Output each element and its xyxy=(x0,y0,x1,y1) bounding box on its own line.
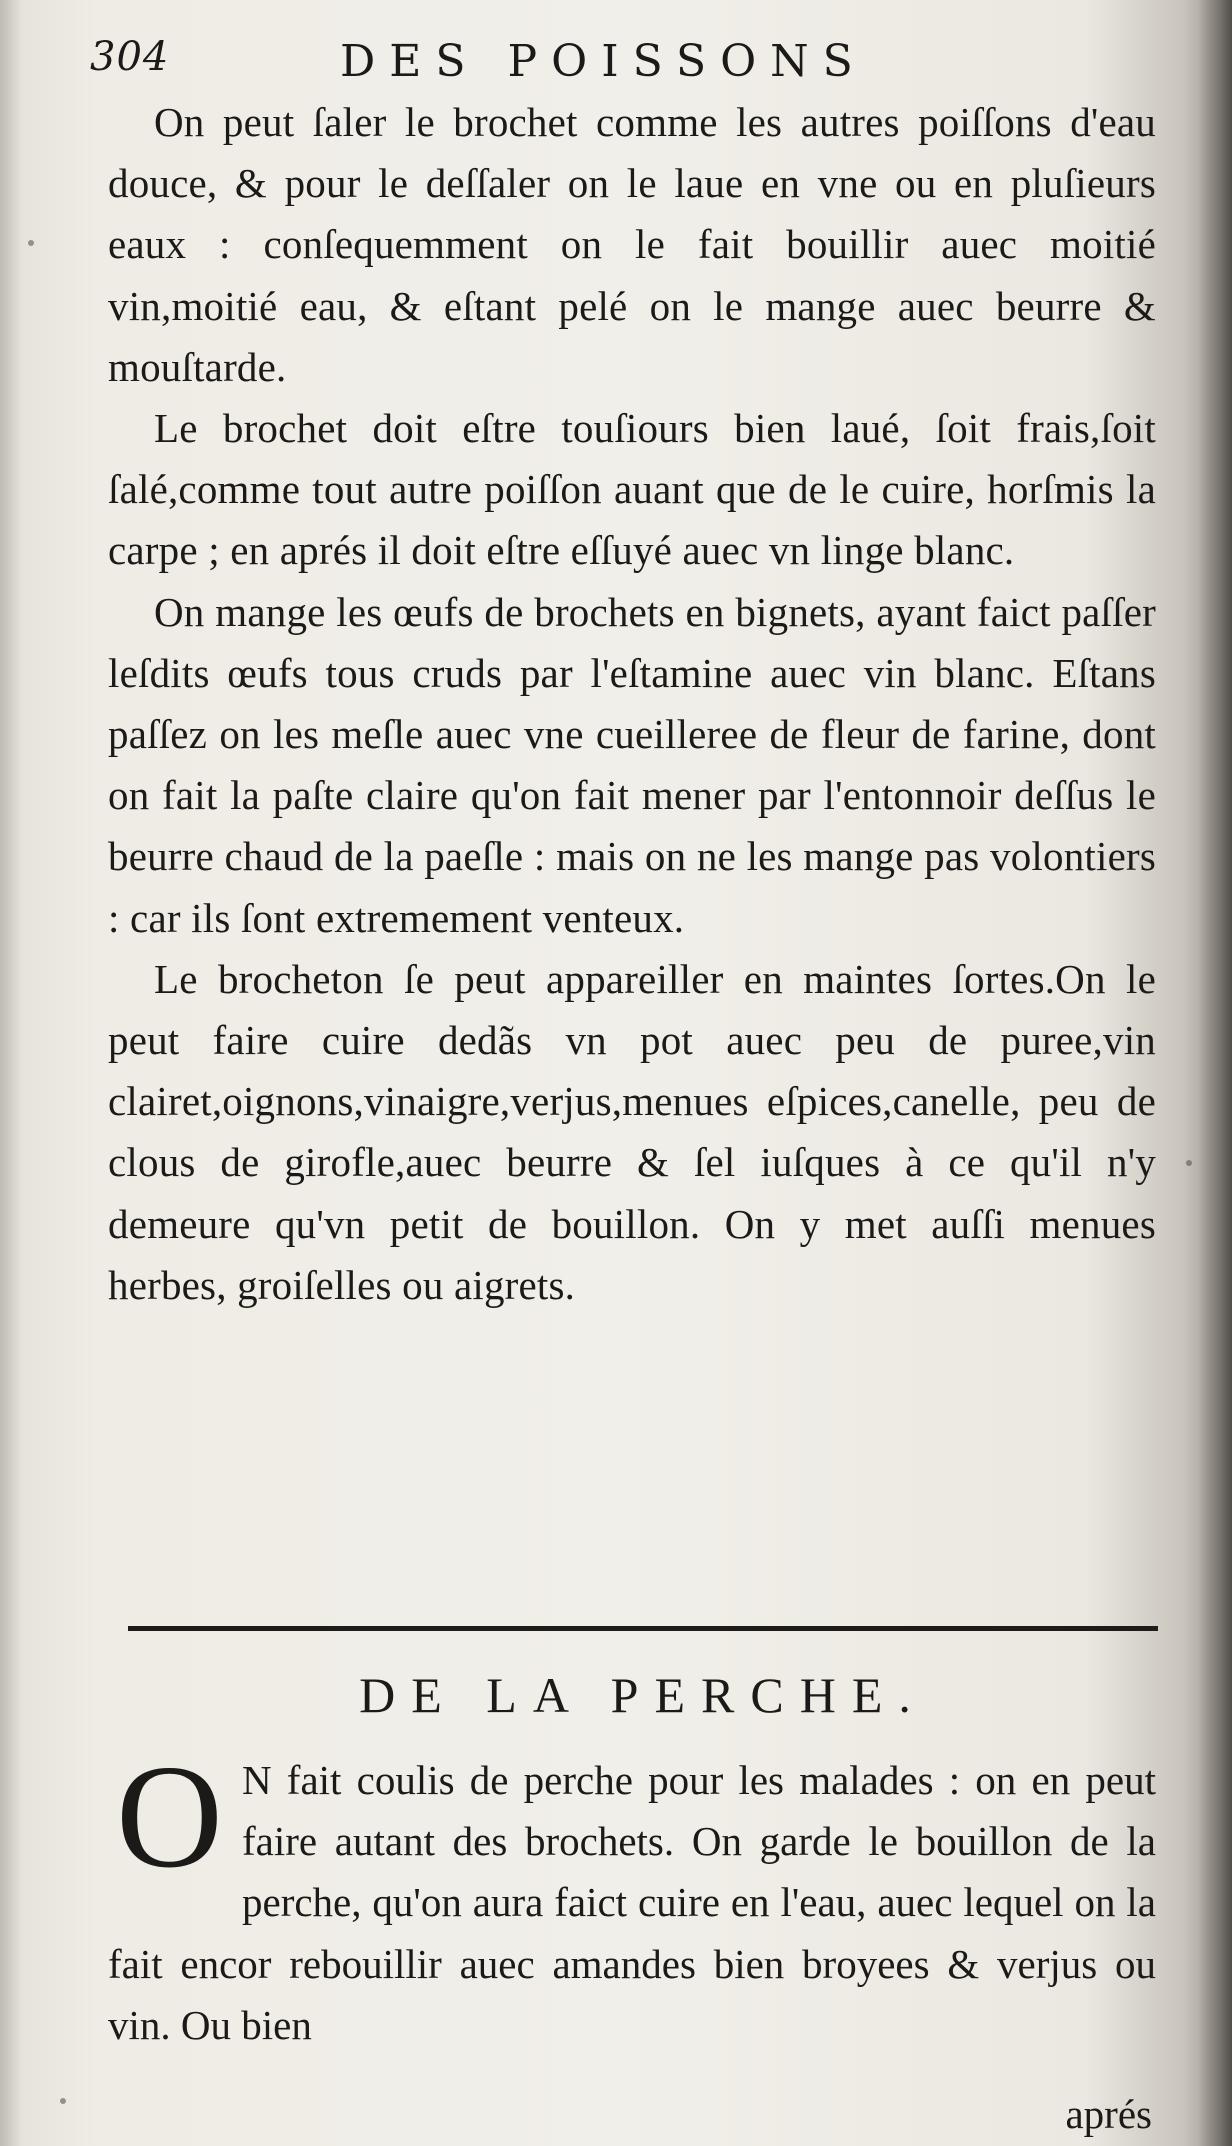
running-head: DES POISSONS xyxy=(340,36,867,87)
section-title: DE LA PERCHE. xyxy=(359,1667,927,1723)
page-edge-shadow xyxy=(1198,0,1232,2146)
drop-cap: O xyxy=(116,1735,223,1899)
paragraph-perch: N fait coulis de perche pour les malades : on en peut faire autant des brochets. On garde le bouillon de la perche, qu'on aura faict cuire en l'eau, auec lequel on la fait encor rebouillir auec amandes bien broyees & verjus ou vin. Ou bien xyxy=(108,1757,1156,2048)
paragraph-washing-pike: Le brochet doit eſtre touſiours bien laué, ſoit frais,ſoit ſalé,comme tout autre poiſſon auant que de le cuire, horſmis la carpe ; en aprés il doit eſtre eſſuyé auec vn linge blanc. xyxy=(108,405,1156,574)
page-number: 304 xyxy=(90,34,170,80)
paragraph-pike-eggs: On mange les œufs de brochets en bignets, ayant faict paſſer leſdits œufs tous cruds par l'eſtamine auec vin blanc. Eſtans paſſez on les meſle auec vne cueilleree de fleur de farine, dont on fait la paſte claire qu'on fait mener par l'entonnoir deſſus le beurre chaud de la paeſle : mais on ne les mange pas volontiers : car ils ſont extremement venteux. xyxy=(108,588,1156,941)
page-gutter-shadow xyxy=(0,0,22,2146)
section-divider-rule xyxy=(128,1626,1158,1631)
catchword: aprés xyxy=(1065,2091,1152,2137)
ink-speck xyxy=(60,2098,66,2104)
section-body xyxy=(108,1735,1156,2056)
paragraph-brocheton: Le brocheton ſe peut appareiller en maintes ſortes.On le peut faire cuire dedãs vn pot auec peu de puree,vin clairet,oignons,vinaigre,verjus,menues eſpices,canelle, peu de clous de girofle,auec beurre & ſel iuſques à ce qu'il n'y demeure qu'vn petit de bouillon. On y met auſſi menues herbes, groiſelles ou aigrets. xyxy=(108,955,1156,1308)
paragraph-salting-pike: On peut ſaler le brochet comme les autres poiſſons d'eau douce, & pour le deſſaler on le laue en vne ou en pluſieurs eaux : conſequemment on le fait bouillir auec moitié vin,moitié eau, & eſtant pelé on le mange auec beurre & mouſtarde. xyxy=(108,99,1156,390)
main-text xyxy=(108,92,1156,1316)
ink-speck xyxy=(28,240,34,246)
page-header xyxy=(90,28,1170,98)
ink-speck xyxy=(1186,1160,1192,1166)
